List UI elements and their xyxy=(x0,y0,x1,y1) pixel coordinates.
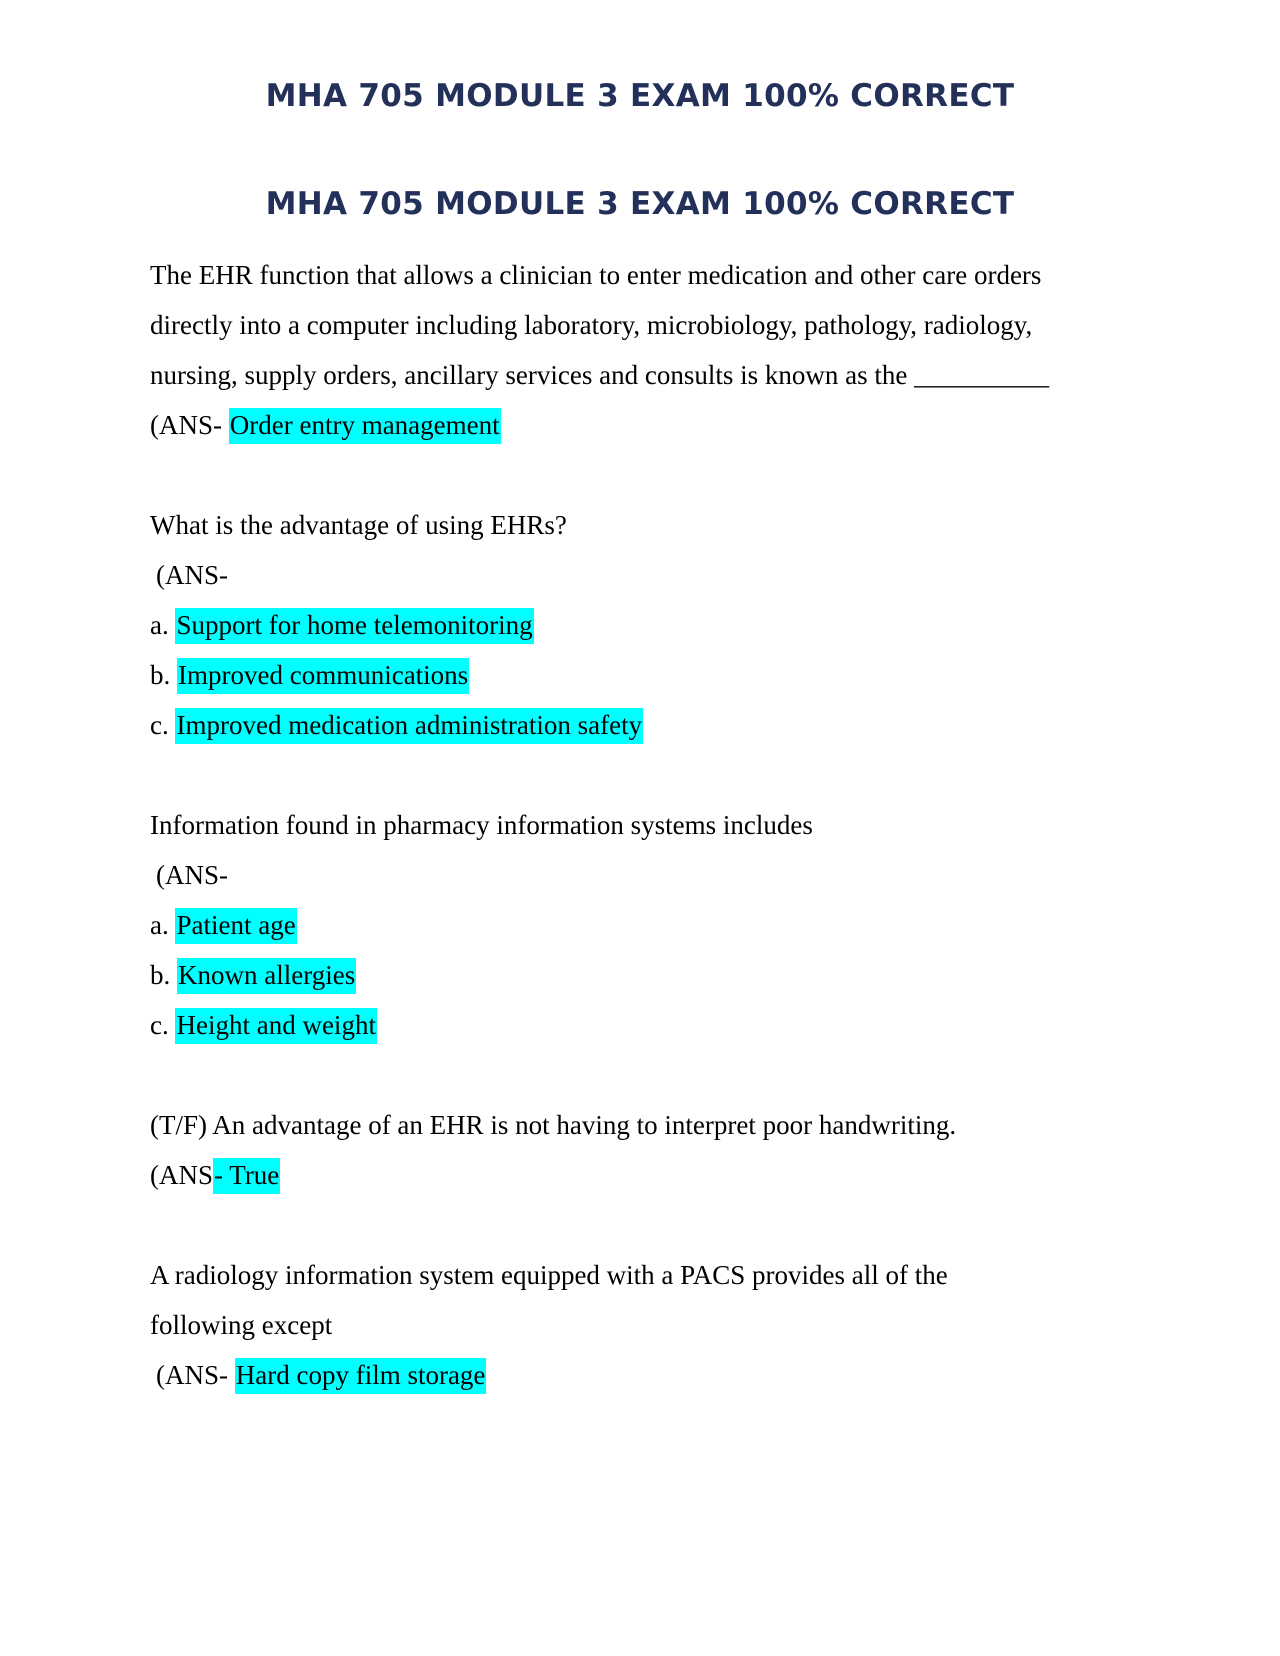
option-letter: b. xyxy=(150,960,177,990)
answer-prefix: (ANS xyxy=(150,1160,214,1190)
highlighted-answer: Hard copy film storage xyxy=(235,1358,487,1394)
answer-option xyxy=(150,650,1150,700)
question-text-line: The EHR function that allows a clinician to enter medication and other care orders xyxy=(150,260,1042,290)
question-block-3 xyxy=(150,800,1150,1050)
option-letter: c. xyxy=(150,710,176,740)
answer-option xyxy=(150,700,1150,750)
question-text: (T/F) An advantage of an EHR is not having to interpret poor handwriting. xyxy=(150,1110,957,1140)
document-header-title: MHA 705 MODULE 3 EXAM 100% CORRECT xyxy=(265,78,1015,114)
document-body xyxy=(150,250,1150,1400)
question-block-1 xyxy=(150,250,1150,450)
answer-prefix: (ANS- xyxy=(156,560,228,590)
highlighted-answer: Known allergies xyxy=(177,958,356,994)
spacer xyxy=(150,1050,1150,1100)
answer-option xyxy=(150,600,1150,650)
highlighted-answer: - True xyxy=(213,1158,280,1194)
answer-prefix: (ANS- xyxy=(156,860,228,890)
option-letter: c. xyxy=(150,1010,176,1040)
question-block-4 xyxy=(150,1100,1150,1200)
question-block-2 xyxy=(150,500,1150,750)
highlighted-answer: Patient age xyxy=(175,908,296,944)
option-letter: b. xyxy=(150,660,177,690)
answer-line xyxy=(150,400,1150,450)
question-text: Information found in pharmacy information systems includes xyxy=(150,810,813,840)
answer-line xyxy=(150,1150,1150,1200)
answer-option xyxy=(150,1000,1150,1050)
highlighted-answer: Improved medication administration safety xyxy=(175,708,643,744)
spacer xyxy=(150,1200,1150,1250)
highlighted-answer: Support for home telemonitoring xyxy=(175,608,533,644)
answer-prefix: (ANS- xyxy=(150,410,229,440)
answer-line xyxy=(150,1350,1150,1400)
option-letter: a. xyxy=(150,910,176,940)
highlighted-answer: Improved communications xyxy=(177,658,469,694)
document-title: MHA 705 MODULE 3 EXAM 100% CORRECT xyxy=(265,186,1015,222)
question-block-5 xyxy=(150,1250,1150,1400)
question-text-line: directly into a computer including laboratory, microbiology, pathology, radiology, xyxy=(150,310,1033,340)
option-letter: a. xyxy=(150,610,176,640)
answer-option xyxy=(150,900,1150,950)
question-text: What is the advantage of using EHRs? xyxy=(150,510,567,540)
spacer xyxy=(150,450,1150,500)
answer-prefix: (ANS- xyxy=(156,1360,235,1390)
question-text-line: following except xyxy=(150,1310,333,1340)
question-text-line: A radiology information system equipped with a PACS provides all of the xyxy=(150,1260,948,1290)
answer-option xyxy=(150,950,1150,1000)
highlighted-answer: Height and weight xyxy=(175,1008,376,1044)
highlighted-answer: Order entry management xyxy=(229,408,501,444)
spacer xyxy=(150,750,1150,800)
question-text-line: nursing, supply orders, ancillary services and consults is known as the __________ xyxy=(150,360,1050,390)
